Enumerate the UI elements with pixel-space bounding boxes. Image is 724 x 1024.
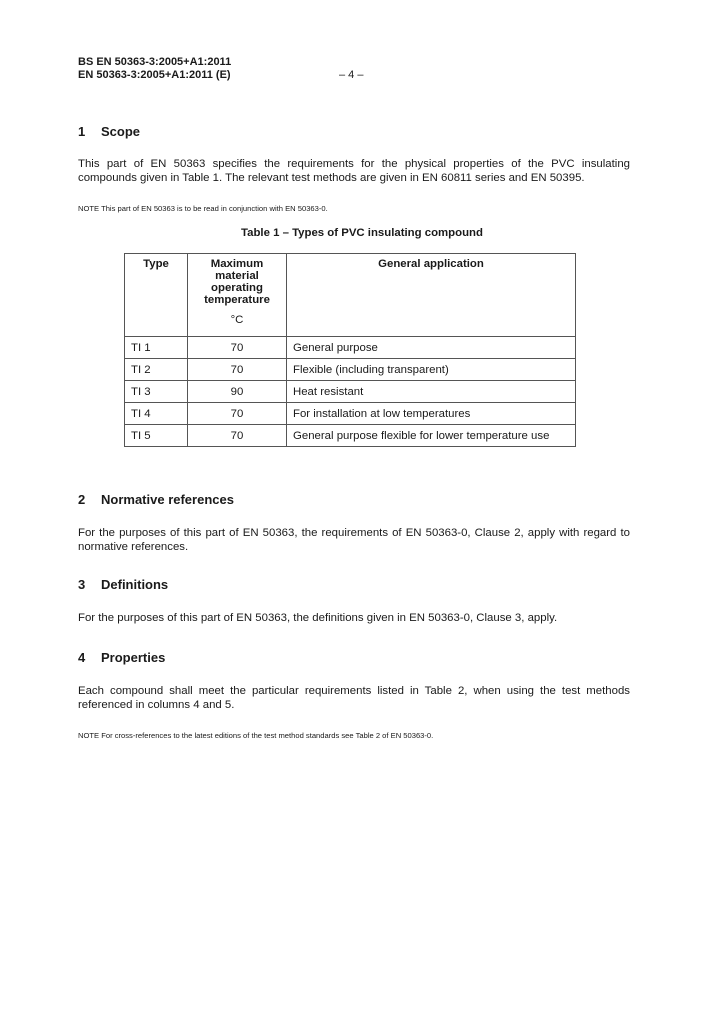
table-row — [125, 381, 576, 403]
table-row — [125, 337, 576, 359]
table-row — [125, 359, 576, 381]
page-number: – 4 – — [339, 69, 364, 81]
cell-type: TI 5 — [125, 425, 188, 447]
cell-temp: 70 — [188, 359, 287, 381]
cell-temp: 70 — [188, 403, 287, 425]
section-heading-normative-references: 2 Normative references — [78, 492, 234, 507]
cell-application: Heat resistant — [287, 381, 576, 403]
cell-type: TI 4 — [125, 403, 188, 425]
cell-temp: 90 — [188, 381, 287, 403]
section-heading-definitions: 3 Definitions — [78, 577, 169, 592]
col-header-application: General application — [287, 254, 576, 337]
cell-type: TI 1 — [125, 337, 188, 359]
cell-temp: 70 — [188, 425, 287, 447]
properties-note: NOTE For cross-references to the latest editions of the test method standards see Table 2 of EN 50363-0. — [78, 731, 434, 740]
table1-caption: Table 1 – Types of PVC insulating compound — [241, 227, 483, 239]
cell-temp: 70 — [188, 337, 287, 359]
section-heading-properties: 4 Properties — [78, 650, 166, 665]
col-header-temperature: Maximum material operating temperature °C — [188, 254, 287, 337]
temperature-unit: °C — [230, 314, 244, 326]
table-header-row — [125, 254, 576, 337]
table-row — [125, 403, 576, 425]
cell-type: TI 2 — [125, 359, 188, 381]
cell-application: Flexible (including transparent) — [287, 359, 576, 381]
scope-note: NOTE This part of EN 50363 is to be read in conjunction with EN 50363-0. — [78, 204, 328, 213]
definitions-paragraph: For the purposes of this part of EN 50363, the definitions given in EN 50363-0, Clause 3, apply. — [78, 612, 558, 624]
col-header-type: Type — [125, 254, 188, 337]
standard-id-bs: BS EN 50363-3:2005+A1:2011 — [78, 56, 232, 68]
standard-id-en: EN 50363-3:2005+A1:2011 (E) — [78, 69, 231, 81]
normative-paragraph: For the purposes of this part of EN 50363, the requirements of EN 50363-0, Clause 2, apply with regard to normative references. — [78, 527, 630, 553]
cell-application: General purpose flexible for lower temperature use — [287, 425, 576, 447]
scope-paragraph: This part of EN 50363 specifies the requirements for the physical properties of the PVC insulating compounds given in Table 1. The relevant test methods are given in EN 60811 series and EN 50395. — [78, 158, 630, 184]
properties-paragraph: Each compound shall meet the particular requirements listed in Table 2, when using the test methods referenced in columns 4 and 5. — [78, 685, 630, 711]
cell-application: For installation at low temperatures — [287, 403, 576, 425]
section-heading-scope: 1 Scope — [78, 124, 141, 139]
table-row — [125, 425, 576, 447]
table1 — [124, 253, 576, 447]
document-header — [78, 56, 231, 82]
cell-application: General purpose — [287, 337, 576, 359]
cell-type: TI 3 — [125, 381, 188, 403]
